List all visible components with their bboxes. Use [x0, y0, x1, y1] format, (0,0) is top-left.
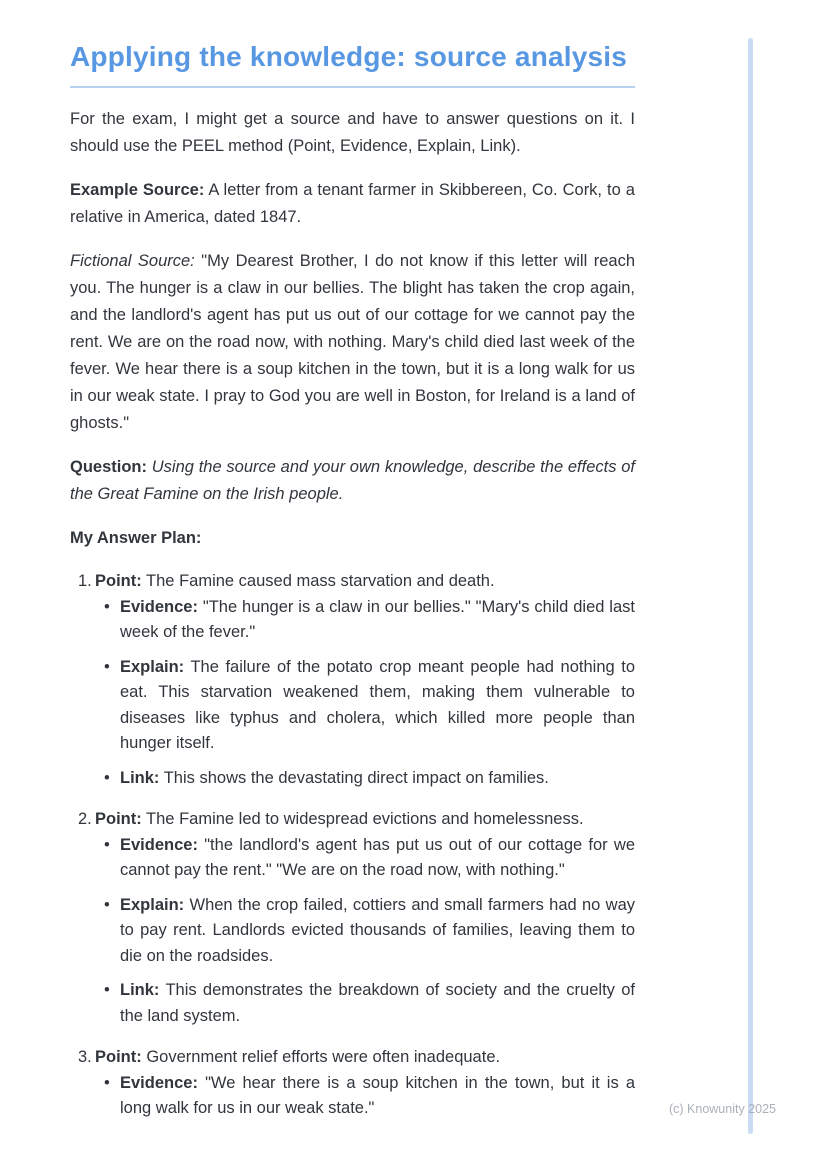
point-text: The Famine caused mass starvation and death.: [146, 572, 495, 590]
explain-body: [120, 655, 635, 757]
point-row: [70, 569, 635, 595]
question-paragraph: [70, 454, 635, 508]
plan-item-1: [70, 569, 635, 791]
question-text: Using the source and your own knowledge, describe the effects of the Great Famine on the Irish people.: [70, 458, 635, 503]
point-row: [70, 807, 635, 833]
evidence-body: [120, 595, 635, 646]
bullet-icon: •: [104, 981, 110, 999]
page-title: Applying the knowledge: source analysis: [70, 40, 635, 88]
evidence-text: "The hunger is a claw in our bellies." "Mary's child died last week of the fever.": [120, 597, 635, 641]
intro-paragraph: For the exam, I might get a source and have to answer questions on it. I should use the PEEL method (Point, Evidence, Explain, Link).: [70, 110, 635, 155]
footer-credit: (c) Knowunity 2025: [668, 1102, 776, 1116]
explain-row: [104, 893, 635, 970]
bullet-icon: •: [104, 597, 110, 616]
bullet-icon: •: [104, 895, 110, 914]
explain-row: [104, 655, 635, 757]
point-row: [70, 1045, 635, 1071]
evidence-label: Evidence:: [120, 835, 198, 854]
point-label: Point:: [95, 1048, 142, 1066]
bullet-icon: •: [104, 835, 110, 854]
evidence-text: "We hear there is a soup kitchen in the town, but it is a long walk for us in our weak state.": [120, 1073, 635, 1117]
point-label: Point:: [95, 572, 142, 590]
fictional-source-label: Fictional Source:: [70, 252, 195, 270]
evidence-text: "the landlord's agent has put us out of our cottage for we cannot pay the rent." "We are on the road now, with nothing.": [120, 835, 635, 879]
explain-body: [120, 893, 635, 970]
example-source-paragraph: [70, 177, 635, 231]
bullet-icon: •: [104, 768, 110, 787]
example-source-label: Example Source:: [70, 181, 205, 199]
fictional-source-text: "My Dearest Brother, I do not know if this letter will reach you. The hunger is a claw in our bellies. The blight has taken the crop again, and the landlord's agent has put us out of our cottage for we cannot pay the rent. We are on the road now, with nothing. Mary's child died last week of the fever. We hear there is a soup kitchen in the town, but it is a long walk for us in our weak state. I pray to God you are well in Boston, for Ireland is a land of ghosts.": [70, 252, 635, 432]
explain-label: Explain:: [120, 657, 185, 676]
evidence-body: [120, 1071, 635, 1122]
evidence-row: [104, 1071, 635, 1122]
explain-text: The failure of the potato crop meant people had nothing to eat. This starvation weakened them, making them vulnerable to diseases like typhus and cholera, which killed more people than hunger itself.: [120, 657, 635, 752]
list-number: 3.: [78, 1048, 92, 1066]
right-accent-line: [748, 38, 753, 1134]
point-text: Government relief efforts were often inadequate.: [146, 1048, 501, 1066]
link-text: This shows the devastating direct impact on families.: [163, 768, 549, 787]
link-body: [120, 978, 635, 1029]
document-content: [70, 40, 635, 1122]
question-label: Question:: [70, 458, 147, 476]
evidence-label: Evidence:: [120, 1073, 198, 1092]
evidence-row: [104, 833, 635, 884]
explain-text: When the crop failed, cottiers and small farmers had no way to pay rent. Landlords evicted thousands of families, leaving them to die on the roadsides.: [120, 895, 636, 965]
answer-plan-list: [70, 569, 635, 1122]
list-number: 1.: [78, 572, 92, 590]
point-label: Point:: [95, 810, 142, 828]
link-body: [120, 766, 635, 792]
link-text: This demonstrates the breakdown of society and the cruelty of the land system.: [120, 981, 635, 1025]
explain-label: Explain:: [120, 895, 185, 914]
link-label: Link:: [120, 981, 160, 999]
point-body: [95, 807, 635, 833]
link-row: [104, 978, 635, 1029]
evidence-body: [120, 833, 635, 884]
evidence-row: [104, 595, 635, 646]
bullet-icon: •: [104, 657, 110, 676]
list-number: 2.: [78, 810, 92, 828]
example-source-text: A letter from a tenant farmer in Skibbereen, Co. Cork, to a relative in America, dated 1847.: [70, 181, 635, 226]
point-body: [95, 1045, 635, 1071]
link-row: [104, 766, 635, 792]
answer-plan-heading: My Answer Plan:: [70, 529, 202, 547]
link-label: Link:: [120, 768, 160, 787]
plan-item-2: [70, 807, 635, 1029]
evidence-label: Evidence:: [120, 597, 198, 616]
point-body: [95, 569, 635, 595]
fictional-source-paragraph: [70, 248, 635, 437]
plan-item-3: [70, 1045, 635, 1122]
point-text: The Famine led to widespread evictions and homelessness.: [146, 810, 584, 828]
bullet-icon: •: [104, 1073, 110, 1092]
